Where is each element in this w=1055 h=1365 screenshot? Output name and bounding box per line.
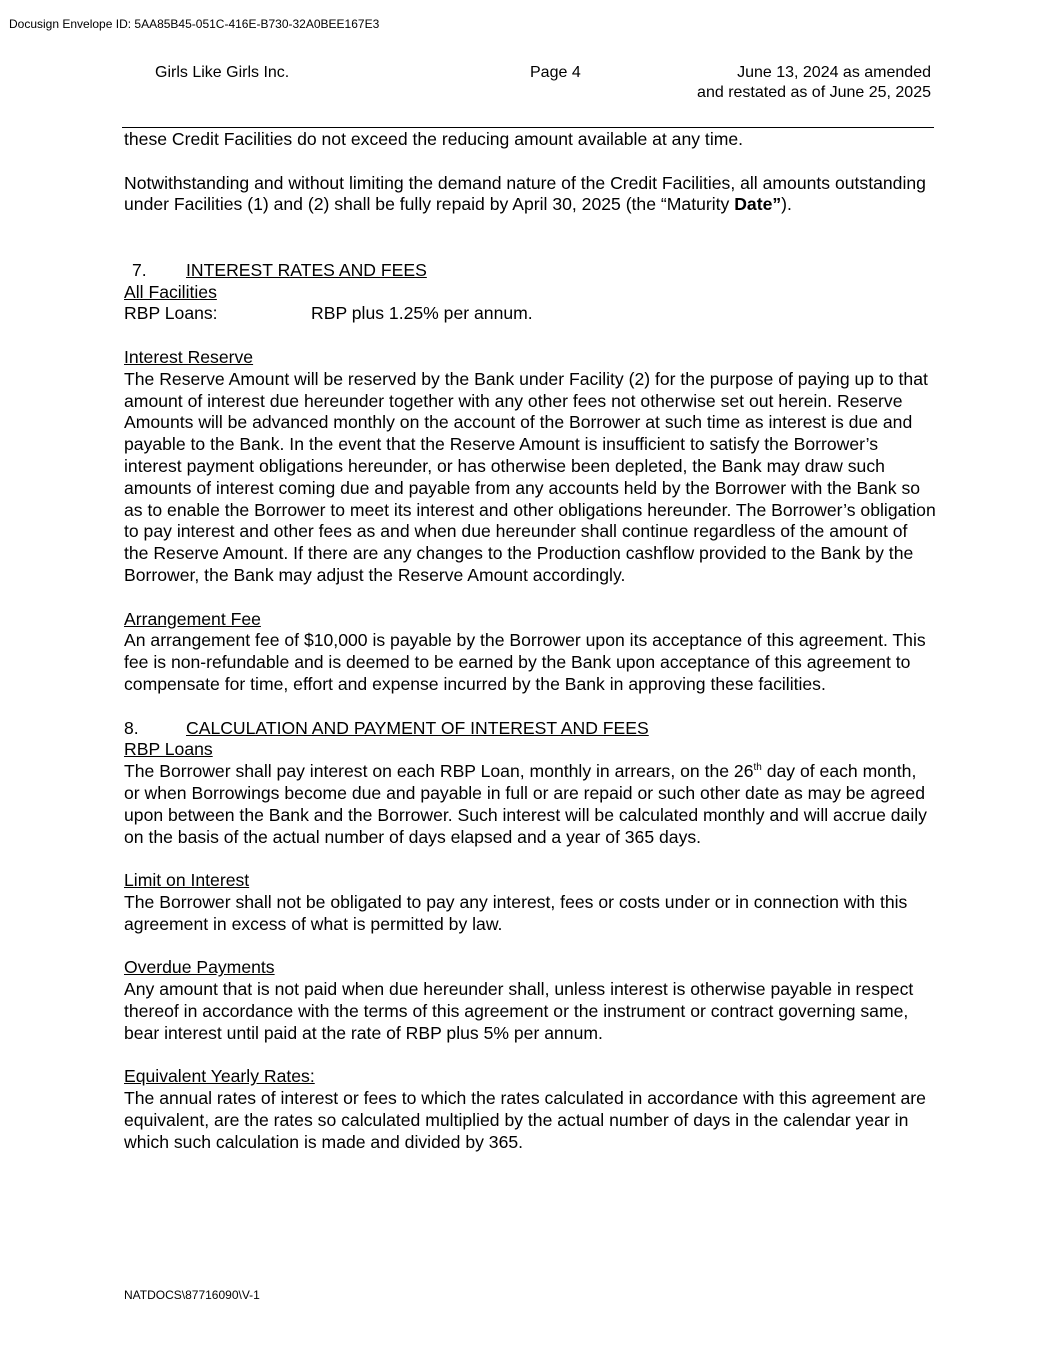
continued-paragraph: these Credit Facilities do not exceed the reducing amount available at any time.: [124, 129, 744, 149]
equivalent-yearly-rates-heading: Equivalent Yearly Rates:: [124, 1066, 315, 1087]
limit-on-interest-heading: Limit on Interest: [124, 870, 250, 891]
maturity-text: Notwithstanding and without limiting the demand nature of the Credit Facilities, all amounts outstanding under Facilities (1) and (2) shall be fully repaid by April 30, 2025 (the “Maturity: [124, 172, 926, 215]
interest-reserve-heading: Interest Reserve: [124, 346, 254, 367]
section-7-number: 7.: [132, 259, 147, 280]
limit-on-interest-text: The Borrower shall not be obligated to pay any interest, fees or costs under or in connection with this agreement in excess of what is permitted by law.: [124, 891, 908, 934]
document-body: [124, 129, 936, 1153]
maturity-end: ).: [781, 194, 792, 215]
section-8-heading: [124, 718, 936, 740]
section-8-number: 8.: [124, 717, 139, 738]
envelope-id: Docusign Envelope ID: 5AA85B45-051C-416E-B730-32A0BEE167E3: [9, 17, 380, 31]
header-page-number: Page 4: [530, 64, 581, 81]
all-facilities-heading: All Facilities: [124, 281, 217, 302]
rbp-loans-text-end: day of each month, or when Borrowings become due and payable in full or are repaid or such other date as may be agreed upon between the Bank and the Borrower. Such interest will be calculated monthly and will accrue daily on the basis of the actual number of days elapsed and a year of 365 days.: [124, 761, 927, 847]
section-8-title: CALCULATION AND PAYMENT OF INTEREST AND FEES: [186, 717, 649, 738]
rbp-loans-rate: [124, 303, 936, 325]
ordinal-suffix: th: [753, 762, 762, 774]
rbp-loans-value: RBP plus 1.25% per annum.: [311, 303, 533, 324]
arrangement-fee-heading: Arrangement Fee: [124, 608, 261, 629]
overdue-payments-text: Any amount that is not paid when due hereunder shall, unless interest is otherwise payable in respect thereof in accordance with the terms of this agreement or the instrument or contract governing same, bear interest until paid at the rate of RBP plus 5% per annum.: [124, 979, 914, 1043]
rbp-loans-label: RBP Loans:: [124, 303, 218, 324]
header-date-line2: and restated as of June 25, 2025: [697, 84, 931, 101]
section-7-title: INTEREST RATES AND FEES: [186, 259, 427, 280]
maturity-paragraph: [124, 173, 936, 217]
section-7-heading: [124, 260, 936, 282]
equivalent-yearly-rates-text: The annual rates of interest or fees to which the rates calculated in accordance with this agreement are equivalent, are the rates so calculated multiplied by the actual number of days in the calendar year in which such calculation is made and divided by 365.: [124, 1088, 926, 1152]
rbp-loans-text: [124, 761, 936, 848]
rbp-loans-text-start: The Borrower shall pay interest on each RBP Loan, monthly in arrears, on the 26: [124, 761, 754, 782]
footer-doc-id: NATDOCS\87716090\V-1: [124, 1288, 260, 1302]
overdue-payments-heading: Overdue Payments: [124, 957, 275, 978]
header-rule: [122, 127, 934, 128]
interest-reserve-text: The Reserve Amount will be reserved by the Bank under Facility (2) for the purpose of paying up to that amount of interest due hereunder together with any other fees not otherwise set out herein. Reserve Amounts will be advanced monthly on the account of the Borrower at such time as interest is due and payable to the Bank. In the event that the Reserve Amount is insufficient to satisfy the Borrower’s interest payment obligations hereunder, or has otherwise been depleted, the Bank may draw such amounts of interest coming due and payable from any accounts held by the Borrower with the Bank so as to enable the Borrower to meet its interest and other obligations hereunder. The Borrower’s obligation to pay interest and other fees as and when due hereunder shall continue regardless of the amount of the Reserve Amount. If there are any changes to the Production cashflow provided to the Bank by the Borrower, the Bank may adjust the Reserve Amount accordingly.: [124, 368, 936, 585]
arrangement-fee-text: An arrangement fee of $10,000 is payable by the Borrower upon its acceptance of this agreement. This fee is non-refundable and is deemed to be earned by the Bank upon acceptance of this agreement to compensate for time, effort and expense incurred by the Bank in approving these facilities.: [124, 630, 926, 694]
rbp-loans-heading: RBP Loans: [124, 739, 213, 760]
maturity-date-term: Date”: [734, 194, 782, 215]
header-date: [697, 63, 931, 103]
header-company: Girls Like Girls Inc.: [155, 64, 290, 81]
header-date-line1: June 13, 2024 as amended: [737, 64, 931, 81]
